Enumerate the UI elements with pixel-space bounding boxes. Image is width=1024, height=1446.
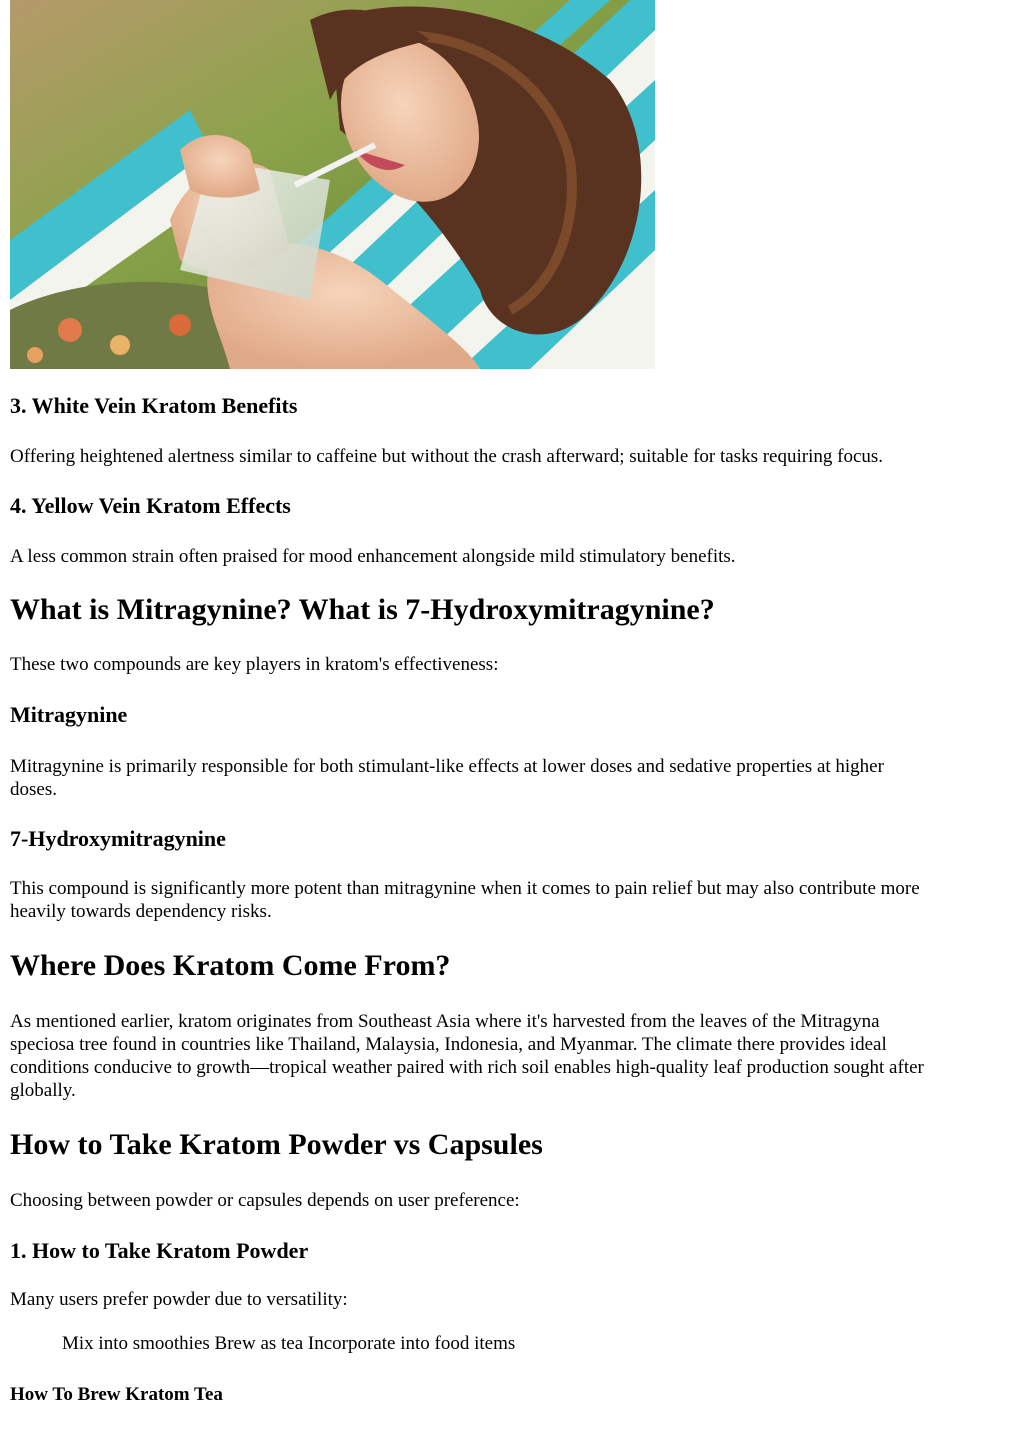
powder-heading: 1. How to Take Kratom Powder <box>10 1238 309 1263</box>
hydroxy-heading: 7-Hydroxymitragynine <box>10 826 226 851</box>
howto-section-title: How to Take Kratom Powder vs Capsules <box>10 1128 543 1161</box>
white-vein-text: Offering heightened alertness similar to caffeine but without the crash afterward; suitable for tasks requiring focus. <box>10 446 884 467</box>
mitragynine-heading: Mitragynine <box>10 702 128 727</box>
yellow-vein-text: A less common strain often praised for mood enhancement alongside mild stimulatory benefits. <box>10 546 736 567</box>
mitragynine-text-line-1: Mitragynine is primarily responsible for both stimulant-like effects at lower doses and sedative properties at higher <box>10 756 884 777</box>
origin-text-line-4: globally. <box>10 1080 76 1101</box>
brew-tea-heading: How To Brew Kratom Tea <box>10 1384 223 1405</box>
mitragynine-section-title: What is Mitragynine? What is 7-Hydroxymitragynine? <box>10 593 715 626</box>
article <box>10 0 1010 1405</box>
howto-intro: Choosing between powder or capsules depends on user preference: <box>10 1190 520 1211</box>
origin-section-title: Where Does Kratom Come From? <box>10 949 451 982</box>
white-vein-heading: 3. White Vein Kratom Benefits <box>10 393 298 418</box>
mitragynine-intro: These two compounds are key players in kratom's effectiveness: <box>10 654 499 675</box>
hydroxy-text-line-1: This compound is significantly more potent than mitragynine when it comes to pain relief but may also contribute more <box>10 878 920 899</box>
origin-text-line-3: conditions conducive to growth—tropical weather paired with rich soil enables high-quality leaf production sought after <box>10 1057 924 1078</box>
woman-drinking-photo-icon <box>10 0 655 369</box>
powder-methods-list: Mix into smoothies Brew as tea Incorporate into food items <box>62 1333 516 1354</box>
powder-intro: Many users prefer powder due to versatility: <box>10 1289 348 1310</box>
hydroxy-text-line-2: heavily towards dependency risks. <box>10 901 272 922</box>
hero-image <box>10 0 655 369</box>
origin-text-line-2: speciosa tree found in countries like Thailand, Malaysia, Indonesia, and Myanmar. The climate there provides ideal <box>10 1034 887 1055</box>
origin-text-line-1: As mentioned earlier, kratom originates from Southeast Asia where it's harvested from the leaves of the Mitragyna <box>10 1011 880 1032</box>
yellow-vein-heading: 4. Yellow Vein Kratom Effects <box>10 493 291 518</box>
mitragynine-text-line-2: doses. <box>10 779 57 800</box>
